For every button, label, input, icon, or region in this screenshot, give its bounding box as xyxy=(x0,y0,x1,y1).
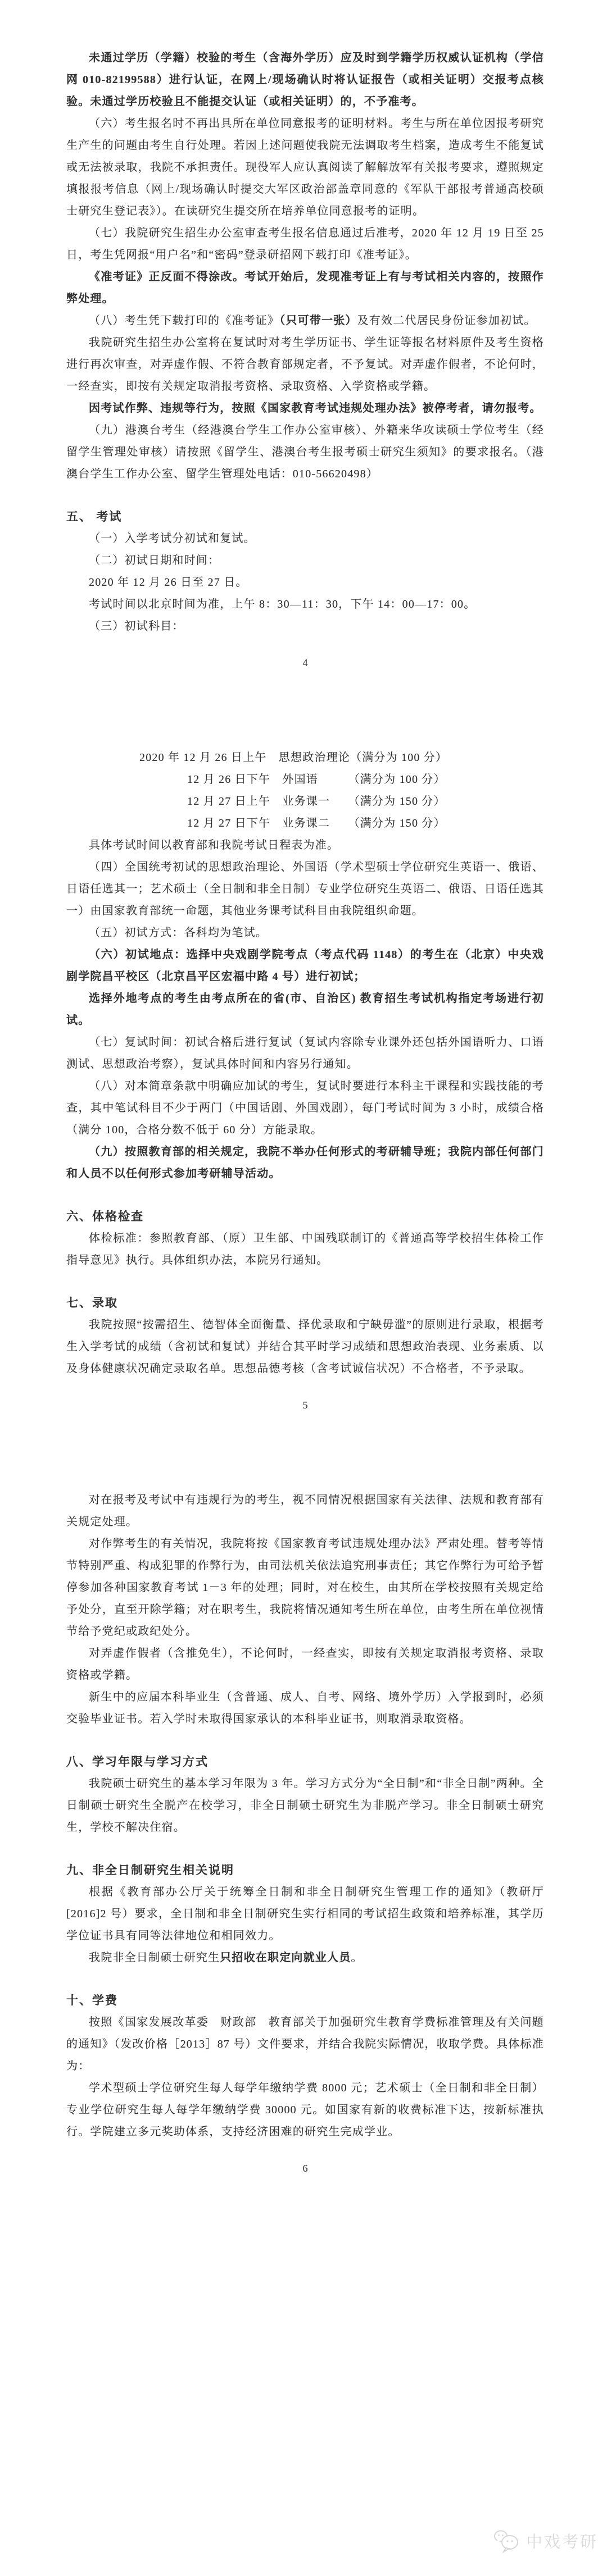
paragraph: 对弄虚作假者（含推免生），不论何时，一经查实，即按有关规定取消报考资格、录取资格或学籍。 xyxy=(66,1647,544,1681)
paragraph xyxy=(66,310,544,332)
paragraph: 我院研究生招生办公室将在复试时对考生学历证书、学生证等报名材料原件及考生资格进行再次审查，对弄虚作假、不符合教育部规定者，不予复试。对弄虚作假者，不论何时，一经查实，即按有关规定取消报考资格、录取资格、入学资格或学籍。 xyxy=(66,336,544,393)
paragraph xyxy=(66,1947,544,1969)
paragraph: 体检标准：参照教育部、（原）卫生部、中国残联制订的《普通高等学校招生体检工作指导意见》执行。具体组织办法，本院另行通知。 xyxy=(66,1232,544,1266)
page-number: 5 xyxy=(302,1399,308,1411)
section-heading-part-time-notes: 九、非全日制研究生相关说明 xyxy=(66,1863,234,1877)
paragraph: 因考试作弊、违规等行为，按照《国家教育考试违规处理办法》被停考者，请勿报考。 xyxy=(89,402,542,414)
paragraph: 未通过学历（学籍）校验的考生（含海外学历）应及时到学籍学历权威认证机构（学信网 010-82199588）进行认证，在网上/现场确认时将认证报告（或相关证明）交报考点核验。未通过学历校验且不能提交认证（或相关证明）的，不予准考。 xyxy=(66,52,544,108)
watermark-label: 中戏考研 xyxy=(526,2533,598,2551)
paragraph: 具体考试时间以教育部和我院考试日程表为准。 xyxy=(89,839,339,851)
paragraph: （一）入学考试分初试和复试。 xyxy=(89,532,256,545)
paragraph: 我院硕士研究生的基本学习年限为 3 年。学习方式分为“全日制”和“非全日制”两种。全日制硕士研究生全脱产在校学习，非全日制硕士研究生为非脱产学习。非全日制硕士研究生，学校不解决住宿。 xyxy=(66,1777,544,1834)
paragraph: （九）港澳台考生（经港澳台学生工作办公室审核）、外籍来华攻读硕士学位考生（经留学生管理处审核）请按照《留学生、港澳台考生报考硕士研究生须知》的要求报名。（港澳台学生工作办公室、留学生管理处电话：010-56620498） xyxy=(66,424,544,480)
paragraph: （六）考生报名时不再出具所在单位同意报考的证明材料。考生与所在单位因报考研究生产生的问题由考生自行处理。若因上述问题使我院无法调取考生档案，造成考生不能复试或无法被录取，我院不承担责任。现役军人应认真阅读了解解放军有关报考要求，遵照规定填报报考信息（网上/现场确认时提交大军区政治部盖章同意的《军队干部报考普通高校硕士研究生登记表》）。在读研究生提交所在培养单位同意报考的证明。 xyxy=(66,117,544,217)
paragraph: （七）复试时间：初试合格后进行复试（复试内容除专业课外还包括外国语听力、口语测试、思想政治考察），复试具体时间和内容另行通知。 xyxy=(66,1036,544,1070)
section-heading-study-duration: 八、学习年限与学习方式 xyxy=(66,1755,209,1768)
paragraph: 对作弊考生的有关情况，我院将按《国家教育考试违规处理办法》严肃处理。替考等情节特别严重、构成犯罪的作弊行为，由司法机关依法追究刑事责任；其它作弊行为可给予暂停参加各种国家教育考试 1－3 年的处理；同时，对在校生，由其所在学校按照有关规定给予处分，直至开除学籍；对在职考生，我院将情况通知考生所在单位，由考生所在单位视情节给予党纪或政纪处分。 xyxy=(66,1538,544,1638)
paragraph: 对在报考及考试中有违规行为的考生，视不同情况根据国家有关法律、法规和教育部有关规定处理。 xyxy=(66,1494,544,1528)
section-heading-exam: 五、 考试 xyxy=(66,510,123,523)
paragraph: （五）初试方式：各科均为笔试。 xyxy=(89,927,268,939)
paragraph: （七）我院研究生招生办公室审查考生报名信息通过后准考，2020 年 12 月 19 日至 25 日，考生凭网报“用户名”和“密码”登录研招网下载打印《准考证》。 xyxy=(66,227,544,261)
paragraph: 学术型硕士学位研究生每人每学年缴纳学费 8000 元；艺术硕士（全日制和非全日制）专业学位研究生每人每学年缴纳学费 30000 元。如国家有新的收费标准下达，按新标准执行。学院建立多元奖助体系，支持经济困难的研究生完成学业。 xyxy=(66,2082,544,2138)
schedule-line: 12 月 27 日下午 业务课二 （满分为 150 分） xyxy=(187,817,446,829)
paragraph: （九）按照教育部的相关规定，我院不举办任何形式的考研辅导班；我院内部任何部门和人员不以任何形式参加考研辅导活动。 xyxy=(66,1146,544,1180)
section-heading-admission: 七、录取 xyxy=(66,1296,118,1310)
wechat-chat-bubbles-icon xyxy=(492,2528,522,2553)
page-break-gap xyxy=(66,674,544,747)
page-break-gap xyxy=(66,1416,544,1489)
paragraph: 我院按照“按需招生、德智体全面衡量、择优录取和宁缺毋滥”的原则进行录取，根据考生入学考试的成绩（含初试和复试）并结合其平时学习成绩和思想政治表现、业务素质、以及身体健康状况确定录取名单。思想品德考核（含考试诚信状况）不合格者，不予录取。 xyxy=(66,1319,544,1375)
text-run: （只可带一张） xyxy=(279,314,357,327)
text-run: （八）考生凭下载打印的《准考证》 xyxy=(89,314,280,327)
paragraph: 考试时间以北京时间为准，上午 8：30—11：30，下午 14：00—17：00。 xyxy=(89,598,476,610)
paragraph: 按照《国家发展改革委 财政部 教育部关于加强研究生教育学费标准管理及有关问题的通知》（发改价格［2013］87 号）文件要求，并结合我院实际情况，收取学费。具体标准为： xyxy=(66,2016,544,2072)
paragraph: 2020 年 12 月 26 日至 27 日。 xyxy=(89,576,248,589)
text-run: 只招收在职定向就业人员 xyxy=(220,1952,351,1964)
section-heading-physical-exam: 六、体格检查 xyxy=(66,1210,144,1223)
paragraph: 新生中的应届本科毕业生（含普通、成人、自考、网络、境外学历）入学报到时，必须交验毕业证书。若入学时未取得国家承认的本科毕业证书，则取消录取资格。 xyxy=(66,1691,544,1725)
paragraph: （四）全国统考初试的思想政治理论、外国语（学术型硕士学位研究生英语一、俄语、日语任选其一；艺术硕士（全日制和非全日制）专业学位研究生英语二、俄语、日语任选其一）由国家教育部统一命题，其他业务课考试科目由我院组织命题。 xyxy=(66,861,544,917)
paragraph: 选择外地考点的考生由考点所在的省(市、自治区) 教育招生考试机构指定考场进行初试。 xyxy=(66,992,544,1027)
section-heading-tuition: 十、学费 xyxy=(66,1994,118,2007)
paragraph: （二）初试日期和时间： xyxy=(89,554,220,567)
schedule-line: 2020 年 12 月 26 日上午 思想政治理论（满分为 100 分） xyxy=(139,751,448,764)
paragraph: 《准考证》正反面不得涂改。考试开始后，发现准考证上有与考试相关内容的，按照作弊处理。 xyxy=(66,271,544,305)
schedule-line: 12 月 27 日上午 业务课一 （满分为 150 分） xyxy=(187,795,446,808)
schedule-line: 12 月 26 日下午 外国语 （满分为 100 分） xyxy=(187,773,446,786)
paragraph: （八）对本简章条款中明确应加试的考生，复试时要进行本科主干课程和实践技能的考查，其中笔试科目不少于两门（中国话剧、外国戏剧），每门考试时间为 3 小时，成绩合格（满分 100，合格分数不低于 60 分）方能录取。 xyxy=(66,1080,544,1136)
text-run: 。 xyxy=(351,1952,363,1964)
paragraph: （六）初试地点：选择中央戏剧学院考点（考点代码 1148）的考生在（北京）中央戏剧学院昌平校区（北京昌平区宏福中路 4 号）进行初试； xyxy=(66,949,544,983)
paragraph: （三）初试科目： xyxy=(89,620,184,632)
watermark xyxy=(492,2528,598,2553)
page-number: 6 xyxy=(302,2163,308,2174)
text-run: 及有效二代居民身份证参加初试。 xyxy=(357,314,536,327)
text-run: 我院非全日制硕士研究生 xyxy=(89,1952,220,1964)
page-number: 4 xyxy=(302,657,308,668)
paragraph: 根据《教育部办公厅关于统筹全日制和非全日制研究生管理工作的通知》（教研厅[2016]2 号）要求，全日制和非全日制研究生实行相同的考试招生政策和培养标准，其学历学位证书具有同等法律地位和相同效力。 xyxy=(66,1886,544,1942)
